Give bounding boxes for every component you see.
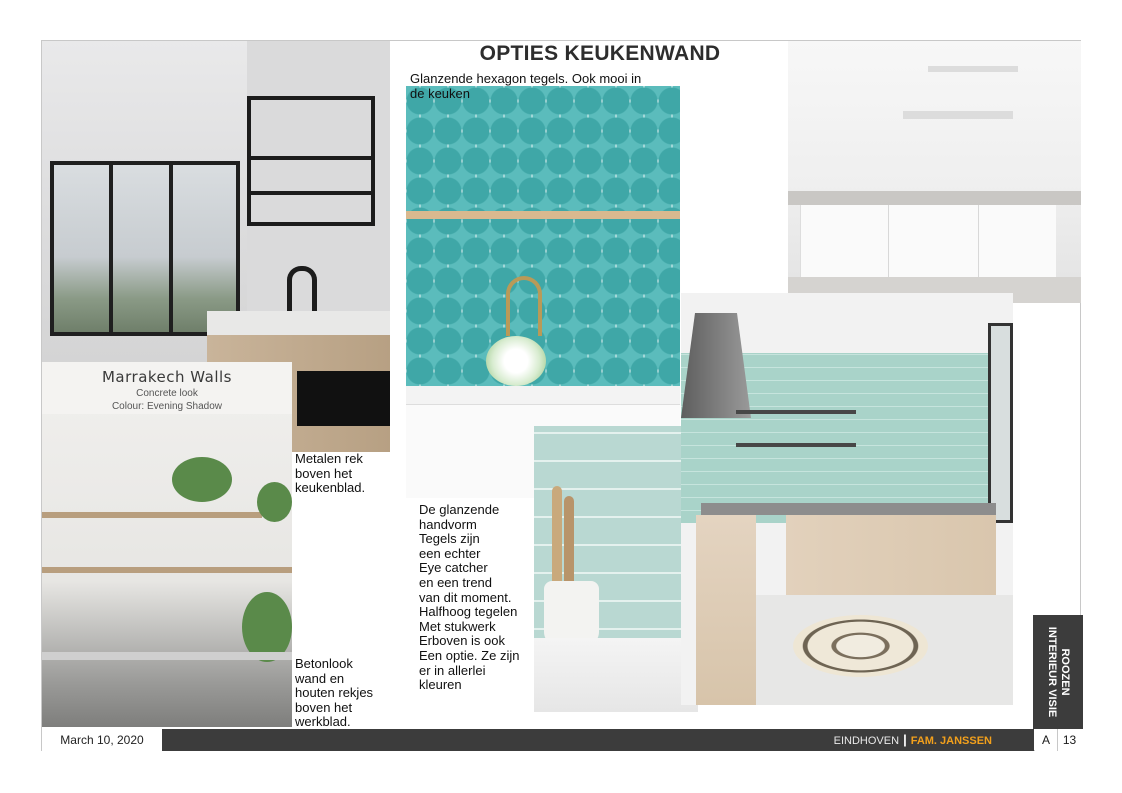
caption-hexagon: Glanzende hexagon tegels. Ook mooi in de keuken (410, 71, 642, 101)
brand-line2: INTERIEUR VISIE (1046, 626, 1058, 718)
caption-concrete: Betonlook wand en houten rekjes boven het werkblad. (295, 656, 374, 730)
brand-line1: ROOZEN (1059, 648, 1071, 696)
photo-marrakech-walls (42, 362, 292, 727)
footer-page-number: 13 (1058, 729, 1081, 751)
caption-metal-rack: Metalen rek boven het keukenblad. (295, 451, 366, 496)
caption-handmade-tiles: De glanzende handvorm Tegels zijn een echter Eye catcher en een trend van dit moment. Halfhoog tegelen Met stukwerk Erboven is ook Een optie. Ze zijn er in allerlei kleuren (419, 502, 520, 693)
gold-faucet-icon (506, 276, 542, 336)
marrakech-label (42, 362, 292, 414)
page-title: OPTIES KEUKENWAND (479, 42, 721, 65)
footer-client: FAM. JANSSEN (910, 735, 992, 747)
brand-logo (1033, 615, 1083, 729)
photo-mint-kitchen (681, 293, 1013, 705)
photo-handmade-tiles (534, 426, 698, 712)
footer-date: March 10, 2020 (42, 729, 163, 751)
flowers (486, 336, 546, 386)
marrakech-colour: Colour: Evening Shadow (111, 401, 223, 412)
footer-separator: | (903, 732, 907, 747)
vase (544, 581, 599, 646)
window-frame (50, 161, 240, 336)
marrakech-subtitle: Concrete look (136, 388, 198, 399)
footer-project (834, 729, 992, 751)
marrakech-title: Marrakech Walls (101, 368, 232, 386)
footer-sheet-letter: A (1035, 729, 1058, 751)
faucet-icon (287, 266, 317, 311)
photo-white-kitchen (788, 41, 1081, 303)
footer-location: EINDHOVEN (833, 735, 900, 747)
black-metal-shelf (247, 96, 375, 226)
round-rug (793, 615, 928, 677)
extractor-hood (681, 313, 751, 418)
